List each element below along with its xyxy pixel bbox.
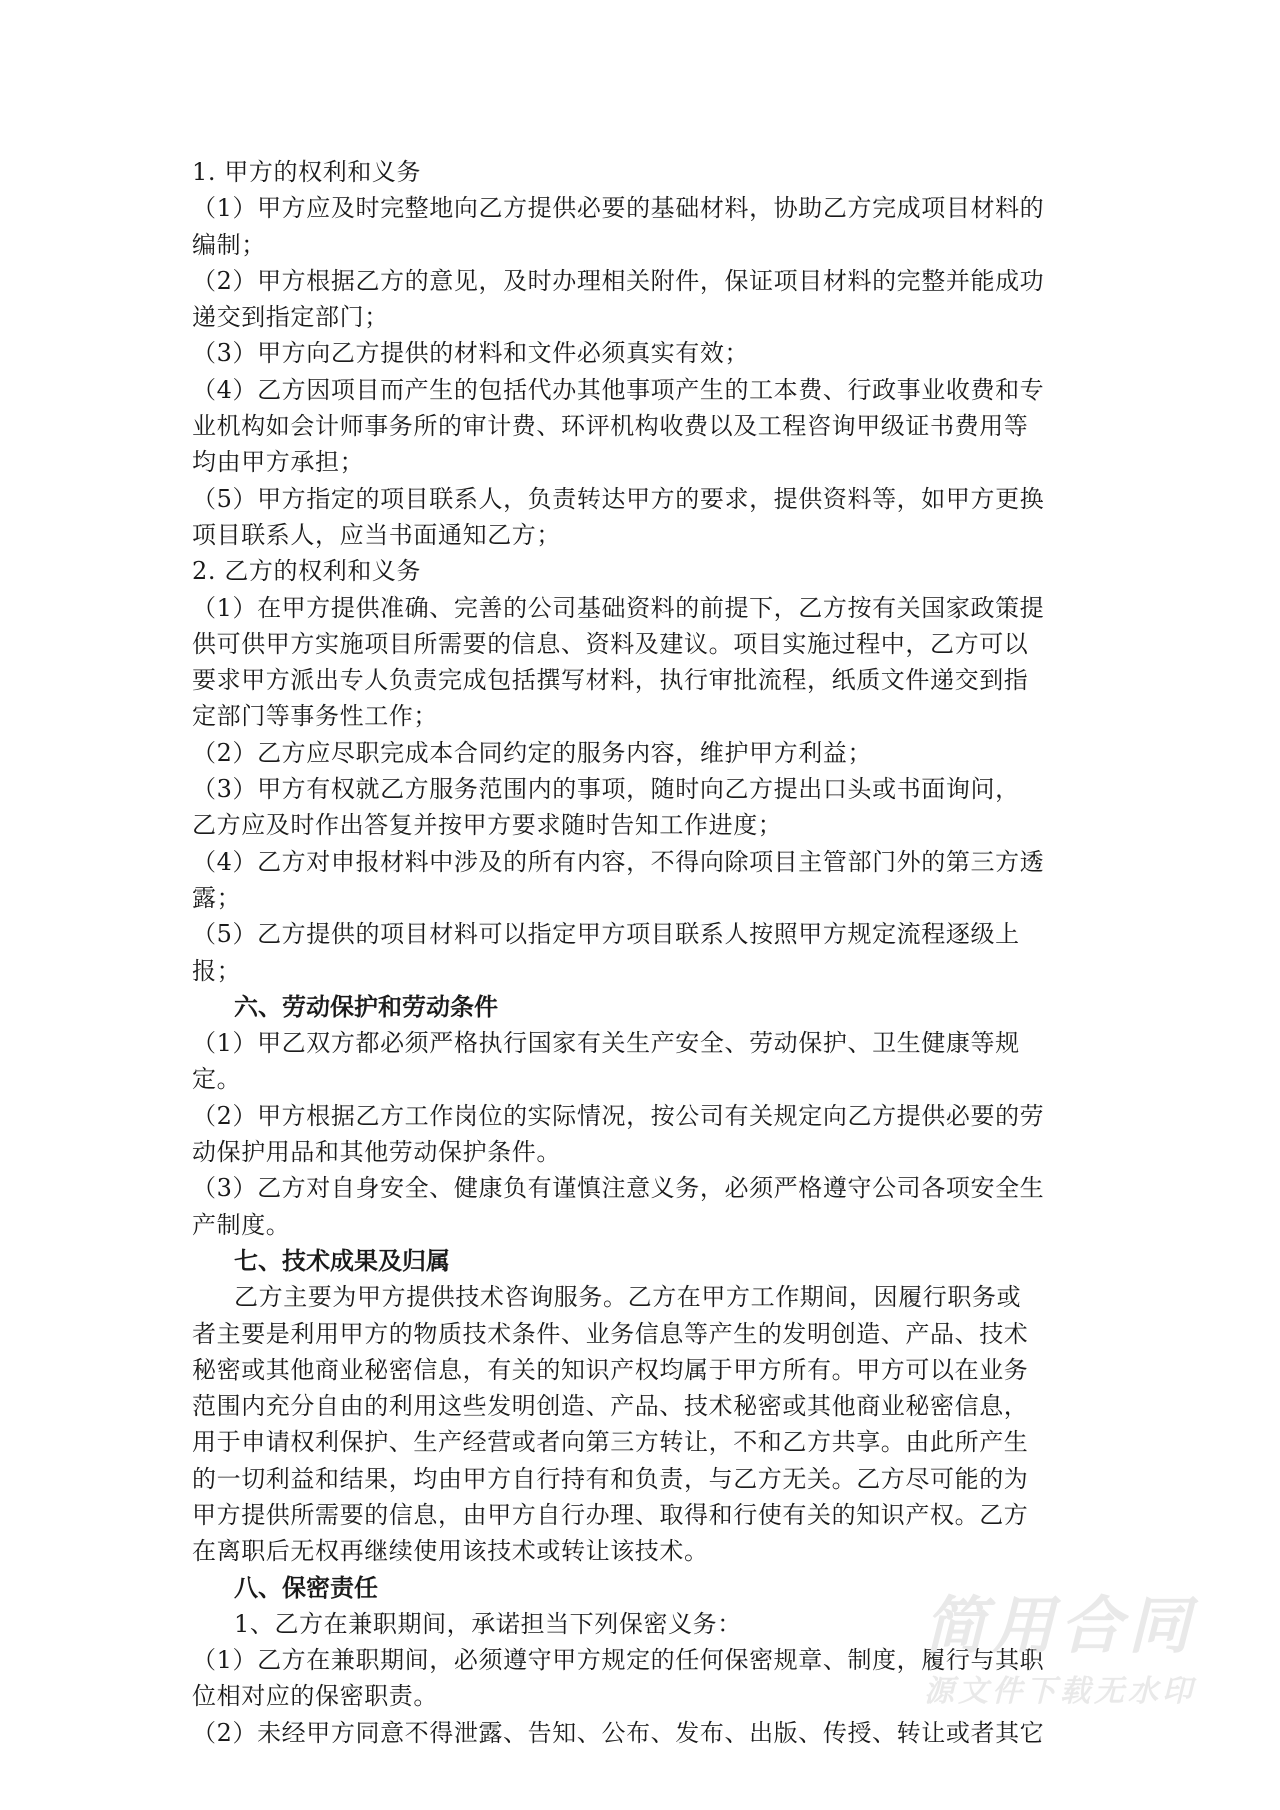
text-line: （2）甲方根据乙方的意见，及时办理相关附件，保证项目材料的完整并能成功 (192, 266, 1045, 295)
document-body (192, 154, 1112, 1751)
text-line: （3）乙方对自身安全、健康负有谨慎注意义务，必须严格遵守公司各项安全生 (192, 1174, 1045, 1203)
text-line: 秘密或其他商业秘密信息，有关的知识产权均属于甲方所有。甲方可以在业务 (192, 1355, 1029, 1384)
text-line: 露； (192, 883, 242, 912)
text-line: （1）甲乙双方都必须严格执行国家有关生产安全、劳动保护、卫生健康等规 (192, 1029, 1020, 1058)
text-line: （1）甲方应及时完整地向乙方提供必要的基础材料，协助乙方完成项目材料的 (192, 194, 1045, 223)
watermark-main-text: 简用合同 (923, 1589, 1196, 1662)
text-line: 1. 甲方的权利和义务 (192, 158, 422, 186)
text-line: 2. 乙方的权利和义务 (192, 557, 422, 586)
text-line: 在离职后无权再继续使用该技术或转让该技术。 (192, 1537, 709, 1566)
text-line: 编制； (192, 230, 266, 259)
text-line: （4）乙方因项目而产生的包括代办其他事项产生的工本费、行政事业收费和专 (192, 375, 1045, 404)
text-line: 位相对应的保密职责。 (192, 1682, 438, 1711)
section-heading: 八、保密责任 (234, 1573, 378, 1602)
text-line: 者主要是利用甲方的物质技术条件、业务信息等产生的发明创造、产品、技术 (192, 1319, 1029, 1348)
text-line: 1、乙方在兼职期间，承诺担当下列保密义务： (234, 1609, 742, 1638)
text-line: （2）甲方根据乙方工作岗位的实际情况，按公司有关规定向乙方提供必要的劳 (192, 1101, 1045, 1130)
text-line: （3）甲方向乙方提供的材料和文件必须真实有效； (192, 339, 750, 368)
text-line: 要求甲方派出专人负责完成包括撰写材料，执行审批流程，纸质文件递交到指 (192, 666, 1029, 695)
text-line: 递交到指定部门； (192, 303, 389, 332)
text-line: （3）甲方有权就乙方服务范围内的事项，随时向乙方提出口头或书面询问， (192, 775, 1020, 804)
text-line: （5）甲方指定的项目联系人，负责转达甲方的要求，提供资料等，如甲方更换 (192, 484, 1045, 513)
text-line: 乙方主要为甲方提供技术咨询服务。乙方在甲方工作期间，因履行职务或 (234, 1283, 1022, 1312)
text-line: （2）乙方应尽职完成本合同约定的服务内容，维护甲方利益； (192, 738, 873, 767)
section-heading: 七、技术成果及归属 (234, 1246, 450, 1275)
text-line: （1）在甲方提供准确、完善的公司基础资料的前提下，乙方按有关国家政策提 (192, 593, 1045, 622)
text-line: 业机构如会计师事务所的审计费、环评机构收费以及工程咨询甲级证书费用等 (192, 412, 1029, 441)
text-line: （2）未经甲方同意不得泄露、告知、公布、发布、出版、传授、转让或者其它 (192, 1718, 1045, 1747)
text-line: 项目联系人，应当书面通知乙方； (192, 520, 561, 549)
text-line: 产制度。 (192, 1210, 291, 1239)
text-line: （1）乙方在兼职期间，必须遵守甲方规定的任何保密规章、制度，履行与其职 (192, 1646, 1045, 1675)
text-line: 用于申请权利保护、生产经营或者向第三方转让，不和乙方共享。由此所产生 (192, 1428, 1029, 1457)
watermark-sub-text: 源文件下载无水印 (924, 1674, 1196, 1709)
text-line: （5）乙方提供的项目材料可以指定甲方项目联系人按照甲方规定流程逐级上 (192, 920, 1020, 949)
text-line: 定部门等事务性工作； (192, 702, 438, 731)
text-line: 报； (192, 956, 242, 985)
text-line: 定。 (192, 1065, 242, 1094)
section-heading: 六、劳动保护和劳动条件 (234, 992, 498, 1021)
text-line: 的一切利益和结果，均由甲方自行持有和负责，与乙方无关。乙方尽可能的为 (192, 1464, 1029, 1493)
text-line: 范围内充分自由的利用这些发明创造、产品、技术秘密或其他商业秘密信息， (192, 1392, 1029, 1421)
text-line: 均由甲方承担； (192, 448, 365, 477)
text-line: 供可供甲方实施项目所需要的信息、资料及建议。项目实施过程中，乙方可以 (192, 629, 1029, 658)
text-line: （4）乙方对申报材料中涉及的所有内容，不得向除项目主管部门外的第三方透 (192, 847, 1045, 876)
text-line: 动保护用品和其他劳动保护条件。 (192, 1138, 561, 1167)
text-line: 乙方应及时作出答复并按甲方要求随时告知工作进度； (192, 811, 783, 840)
text-line: 甲方提供所需要的信息，由甲方自行办理、取得和行使有关的知识产权。乙方 (192, 1500, 1029, 1529)
